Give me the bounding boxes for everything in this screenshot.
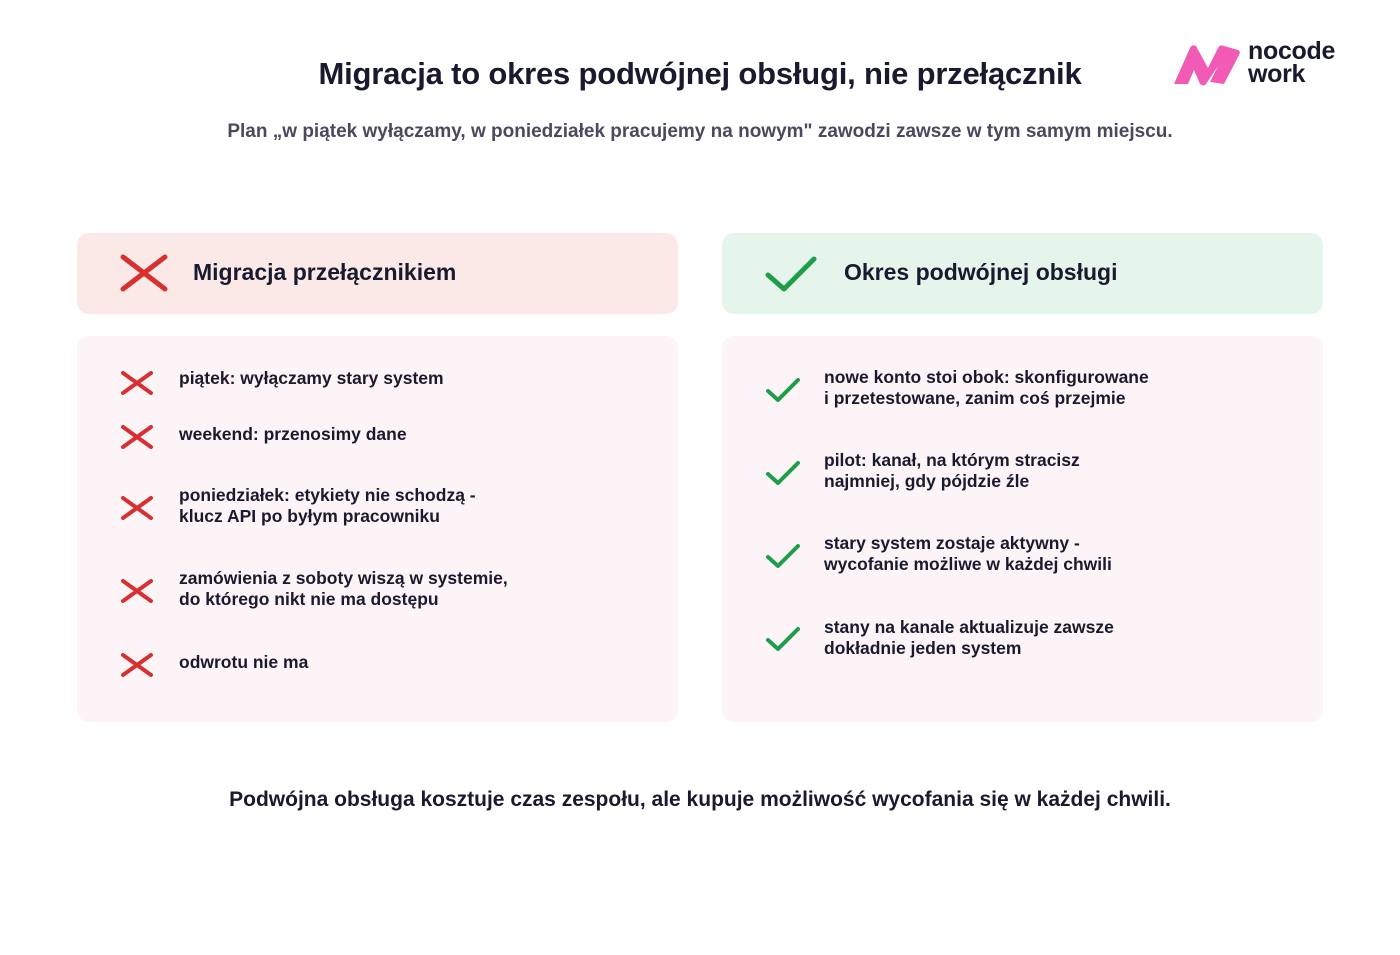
list-item-text: zamówienia z soboty wiszą w systemie, do którego nikt nie ma dostępu [179, 568, 508, 609]
check-icon [765, 626, 801, 652]
cross-icon [120, 652, 154, 678]
list-item-text: nowe konto stoi obok: skonfigurowane i przetestowane, zanim coś przejmie [824, 367, 1149, 408]
list-item-text: pilot: kanał, na którym stracisz najmniej, gdy pójdzie źle [824, 450, 1080, 491]
logo-wordmark [1248, 37, 1336, 88]
list-item-text: weekend: przenosimy dane [179, 424, 407, 444]
switch-migration-title: Migracja przełącznikiem [193, 259, 457, 285]
cross-icon [120, 578, 154, 604]
dual-operation-list [722, 336, 1323, 722]
page-subtitle: Plan „w piątek wyłączamy, w poniedziałek pracujemy na nowym" zawodzi zawsze w tym samym miejscu. [227, 121, 1173, 142]
logo-line-1: nocode [1248, 37, 1336, 65]
cross-icon [120, 253, 168, 293]
check-icon [765, 377, 801, 403]
list-item-text: odwrotu nie ma [179, 652, 309, 672]
list-item-text: piątek: wyłączamy stary system [179, 368, 444, 388]
dual-operation-header [722, 233, 1323, 314]
check-icon [765, 460, 801, 486]
list-item-text: stary system zostaje aktywny - wycofanie możliwe w każdej chwili [824, 533, 1112, 574]
page-title: Migracja to okres podwójnej obsługi, nie przełącznik [318, 56, 1082, 91]
logo-line-2: work [1248, 60, 1306, 88]
nocodework-logo [1170, 37, 1360, 90]
summary-footer: Podwójna obsługa kosztuje czas zespołu, ale kupuje możliwość wycofania się w każdej chwili. [229, 788, 1171, 811]
dual-operation-title: Okres podwójnej obsługi [844, 259, 1118, 285]
cross-icon [120, 495, 154, 521]
switch-migration-list [77, 336, 678, 722]
cross-icon [120, 370, 154, 396]
check-icon [765, 543, 801, 569]
switch-migration-header [77, 233, 678, 314]
check-icon [765, 253, 817, 293]
list-item-text: poniedziałek: etykiety nie schodzą - klucz API po byłym pracowniku [179, 485, 476, 526]
logo-mark-icon [1170, 42, 1242, 86]
list-item-text: stany na kanale aktualizuje zawsze dokładnie jeden system [824, 617, 1114, 658]
cross-icon [120, 424, 154, 450]
